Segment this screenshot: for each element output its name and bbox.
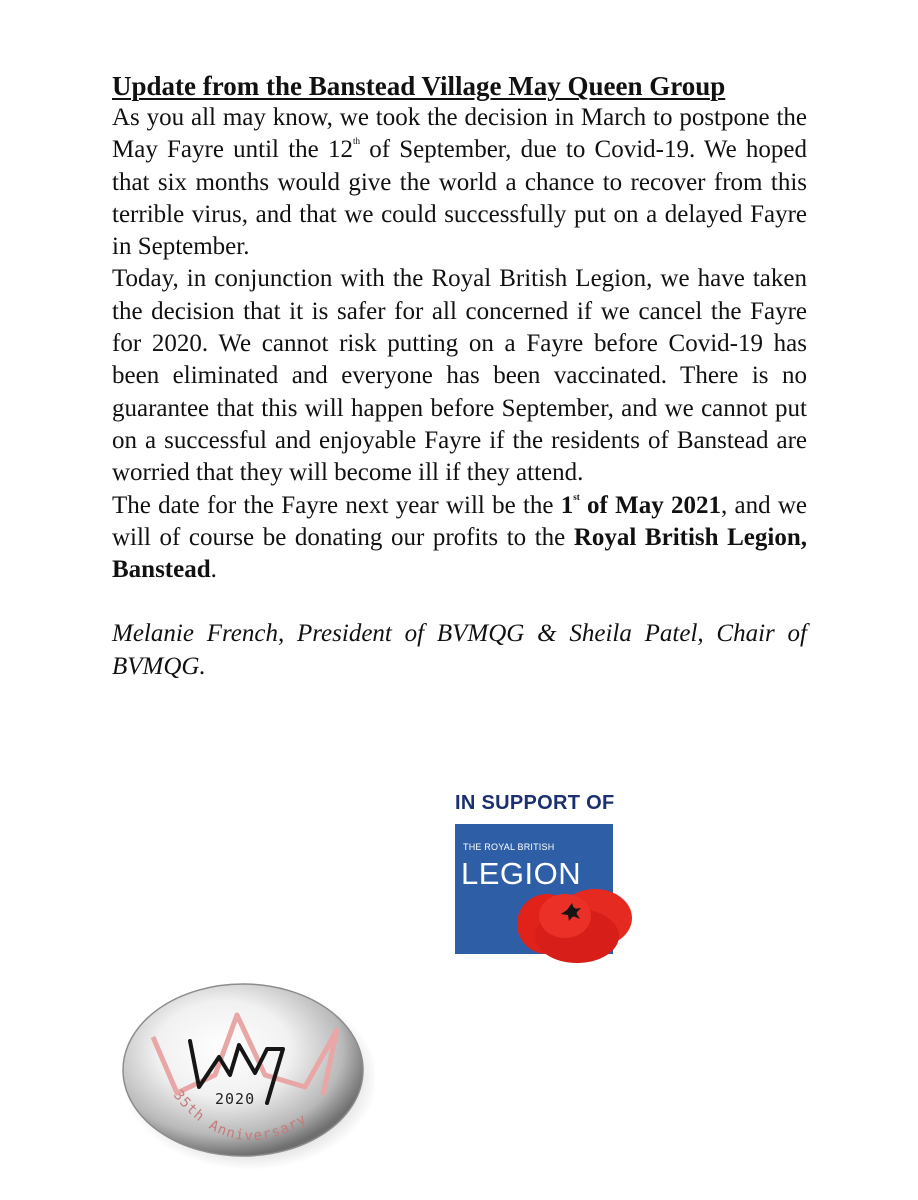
paragraph-postponement <box>112 102 807 263</box>
page-title: Update from the Banstead Village May Queen Group <box>112 71 726 101</box>
date-ordinal-suffix: st <box>573 491 580 502</box>
postponement-text-end: of September, due to Covid-19. We hoped that six months would give the world a chance to recover from this terrible virus, and that we could successfully put on a delayed Fayre in September. <box>112 136 807 261</box>
logo-small-line: THE ROYAL BRITISH <box>463 842 555 852</box>
logo-big-line: LEGION <box>461 856 582 891</box>
ordinal-suffix: th <box>352 136 360 147</box>
royal-british-legion-logo <box>445 790 665 970</box>
next-year-text-end: . <box>210 556 217 584</box>
logo-heading: IN SUPPORT OF <box>455 792 615 814</box>
anniversary-arc-text: 35th Anniversary <box>169 1087 310 1145</box>
anniversary-year: 2020 <box>215 1090 256 1108</box>
next-year-text-middle: , and we will of course be donating our profits to the <box>112 491 808 551</box>
beneficiary-name: Royal British Legion, Banstead <box>112 523 807 584</box>
anniversary-badge-graphic <box>115 975 375 1175</box>
postponement-text-start: As you all may know, we took the decision in March to postpone the May Fayre until the 12 <box>112 104 807 164</box>
poppy-icon <box>517 888 633 964</box>
next-year-text-start: The date for the Fayre next year will be the <box>112 491 561 519</box>
paragraph-next-year <box>112 490 807 587</box>
date-number: 1 <box>560 491 574 519</box>
letter-body <box>112 70 807 683</box>
next-year-date <box>561 492 721 519</box>
paragraph-gap <box>112 586 807 618</box>
anniversary-badge <box>115 975 375 1175</box>
signature: Melanie French, President of BVMQG & Sheila Patel, Chair of BVMQG. <box>112 620 807 680</box>
paragraph-cancellation: Today, in conjunction with the Royal British Legion, we have taken the decision that it is safer for all concerned if we cancel the Fayre for 2020. We cannot risk putting on a Fayre before Covid-19 has been eliminated and everyone has been vaccinated. There is no guarantee that this will happen before September, and we cannot put on a successful and enjoyable Fayre if the residents of Banstead are worried that they will become ill if they attend. <box>112 265 807 487</box>
date-rest: of May 2021 <box>579 491 721 519</box>
